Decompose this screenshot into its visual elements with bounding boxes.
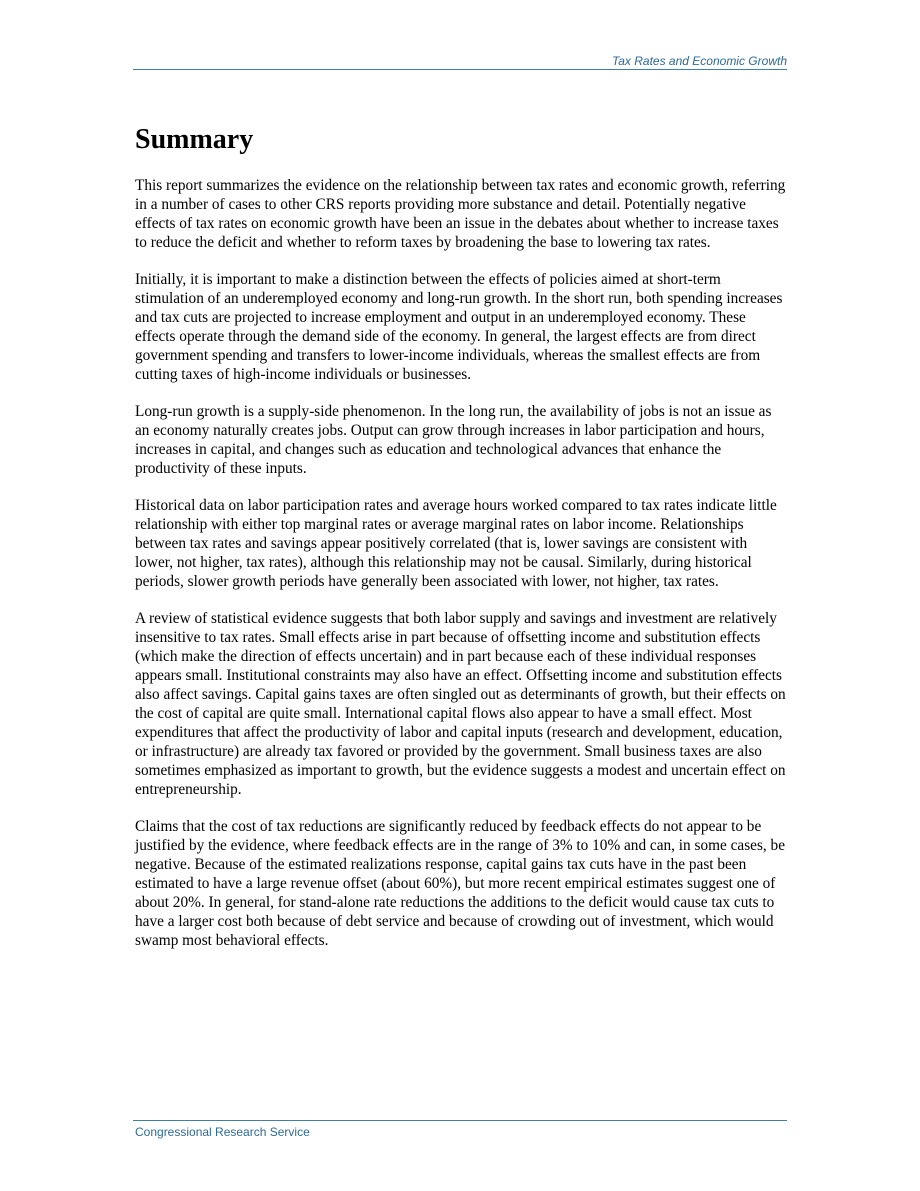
footer-organization: Congressional Research Service	[135, 1125, 310, 1139]
summary-paragraph-3: Long-run growth is a supply-side phenomenon. In the long run, the availability of jobs is not an issue as an economy naturally creates jobs. Output can grow through increases in labor participation and hours, increases in capital, and changes such as education and technological advances that enhance the productivity of these inputs.	[135, 403, 772, 477]
summary-heading: Summary	[135, 124, 254, 155]
summary-paragraph-2: Initially, it is important to make a distinction between the effects of policies aimed at short-term stimulation of an underemployed economy and long-run growth. In the short run, both spending increases and tax cuts are projected to increase employment and output in an underemployed economy. These effects operate through the demand side of the economy. In general, the largest effects are from direct government spending and transfers to lower-income individuals, whereas the smallest effects are from cutting taxes of high-income individuals or businesses.	[135, 271, 783, 383]
summary-paragraph-6: Claims that the cost of tax reductions are significantly reduced by feedback effects do not appear to be justified by the evidence, where feedback effects are in the range of 3% to 10% and can, in some cases, be negative. Because of the estimated realizations response, capital gains tax cuts have in the past been estimated to have a large revenue offset (about 60%), but more recent empirical estimates suggest one of about 20%. In general, for stand-alone rate reductions the additions to the deficit would cause tax cuts to have a larger cost both because of debt service and because of crowding out of investment, which would swamp most behavioral effects.	[135, 818, 785, 949]
summary-paragraph-1: This report summarizes the evidence on the relationship between tax rates and economic growth, referring in a number of cases to other CRS reports providing more substance and detail. Potentially negative effects of tax rates on economic growth have been an issue in the debates about whether to increase taxes to reduce the deficit and whether to reform taxes by broadening the base to lowering tax rates.	[135, 177, 786, 251]
running-header-title: Tax Rates and Economic Growth	[612, 54, 787, 68]
summary-paragraph-4: Historical data on labor participation rates and average hours worked compared to tax rates indicate little relationship with either top marginal rates or average marginal rates on labor income. Relationships between tax rates and savings appear positively correlated (that is, lower savings are consistent with lower, not higher, tax rates), although this relationship may not be causal. Similarly, during historical periods, slower growth periods have generally been associated with lower, not higher, tax rates.	[135, 497, 777, 590]
running-header	[133, 53, 787, 70]
running-footer	[133, 1120, 787, 1141]
summary-paragraph-5: A review of statistical evidence suggests that both labor supply and savings and investment are relatively insensitive to tax rates. Small effects arise in part because of offsetting income and substitution effects (which make the direction of effects uncertain) and in part because each of these individual responses appears small. Institutional constraints may also have an effect. Offsetting income and substitution effects also affect savings. Capital gains taxes are often singled out as determinants of growth, but their effects on the cost of capital are quite small. International capital flows also appear to have a small effect. Most expenditures that affect the productivity of labor and capital inputs (research and development, education, or infrastructure) are already tax favored or provided by the government. Small business taxes are also sometimes emphasized as important to growth, but the evidence suggests a modest and uncertain effect on entrepreneurship.	[135, 610, 786, 798]
summary-body	[135, 176, 787, 968]
